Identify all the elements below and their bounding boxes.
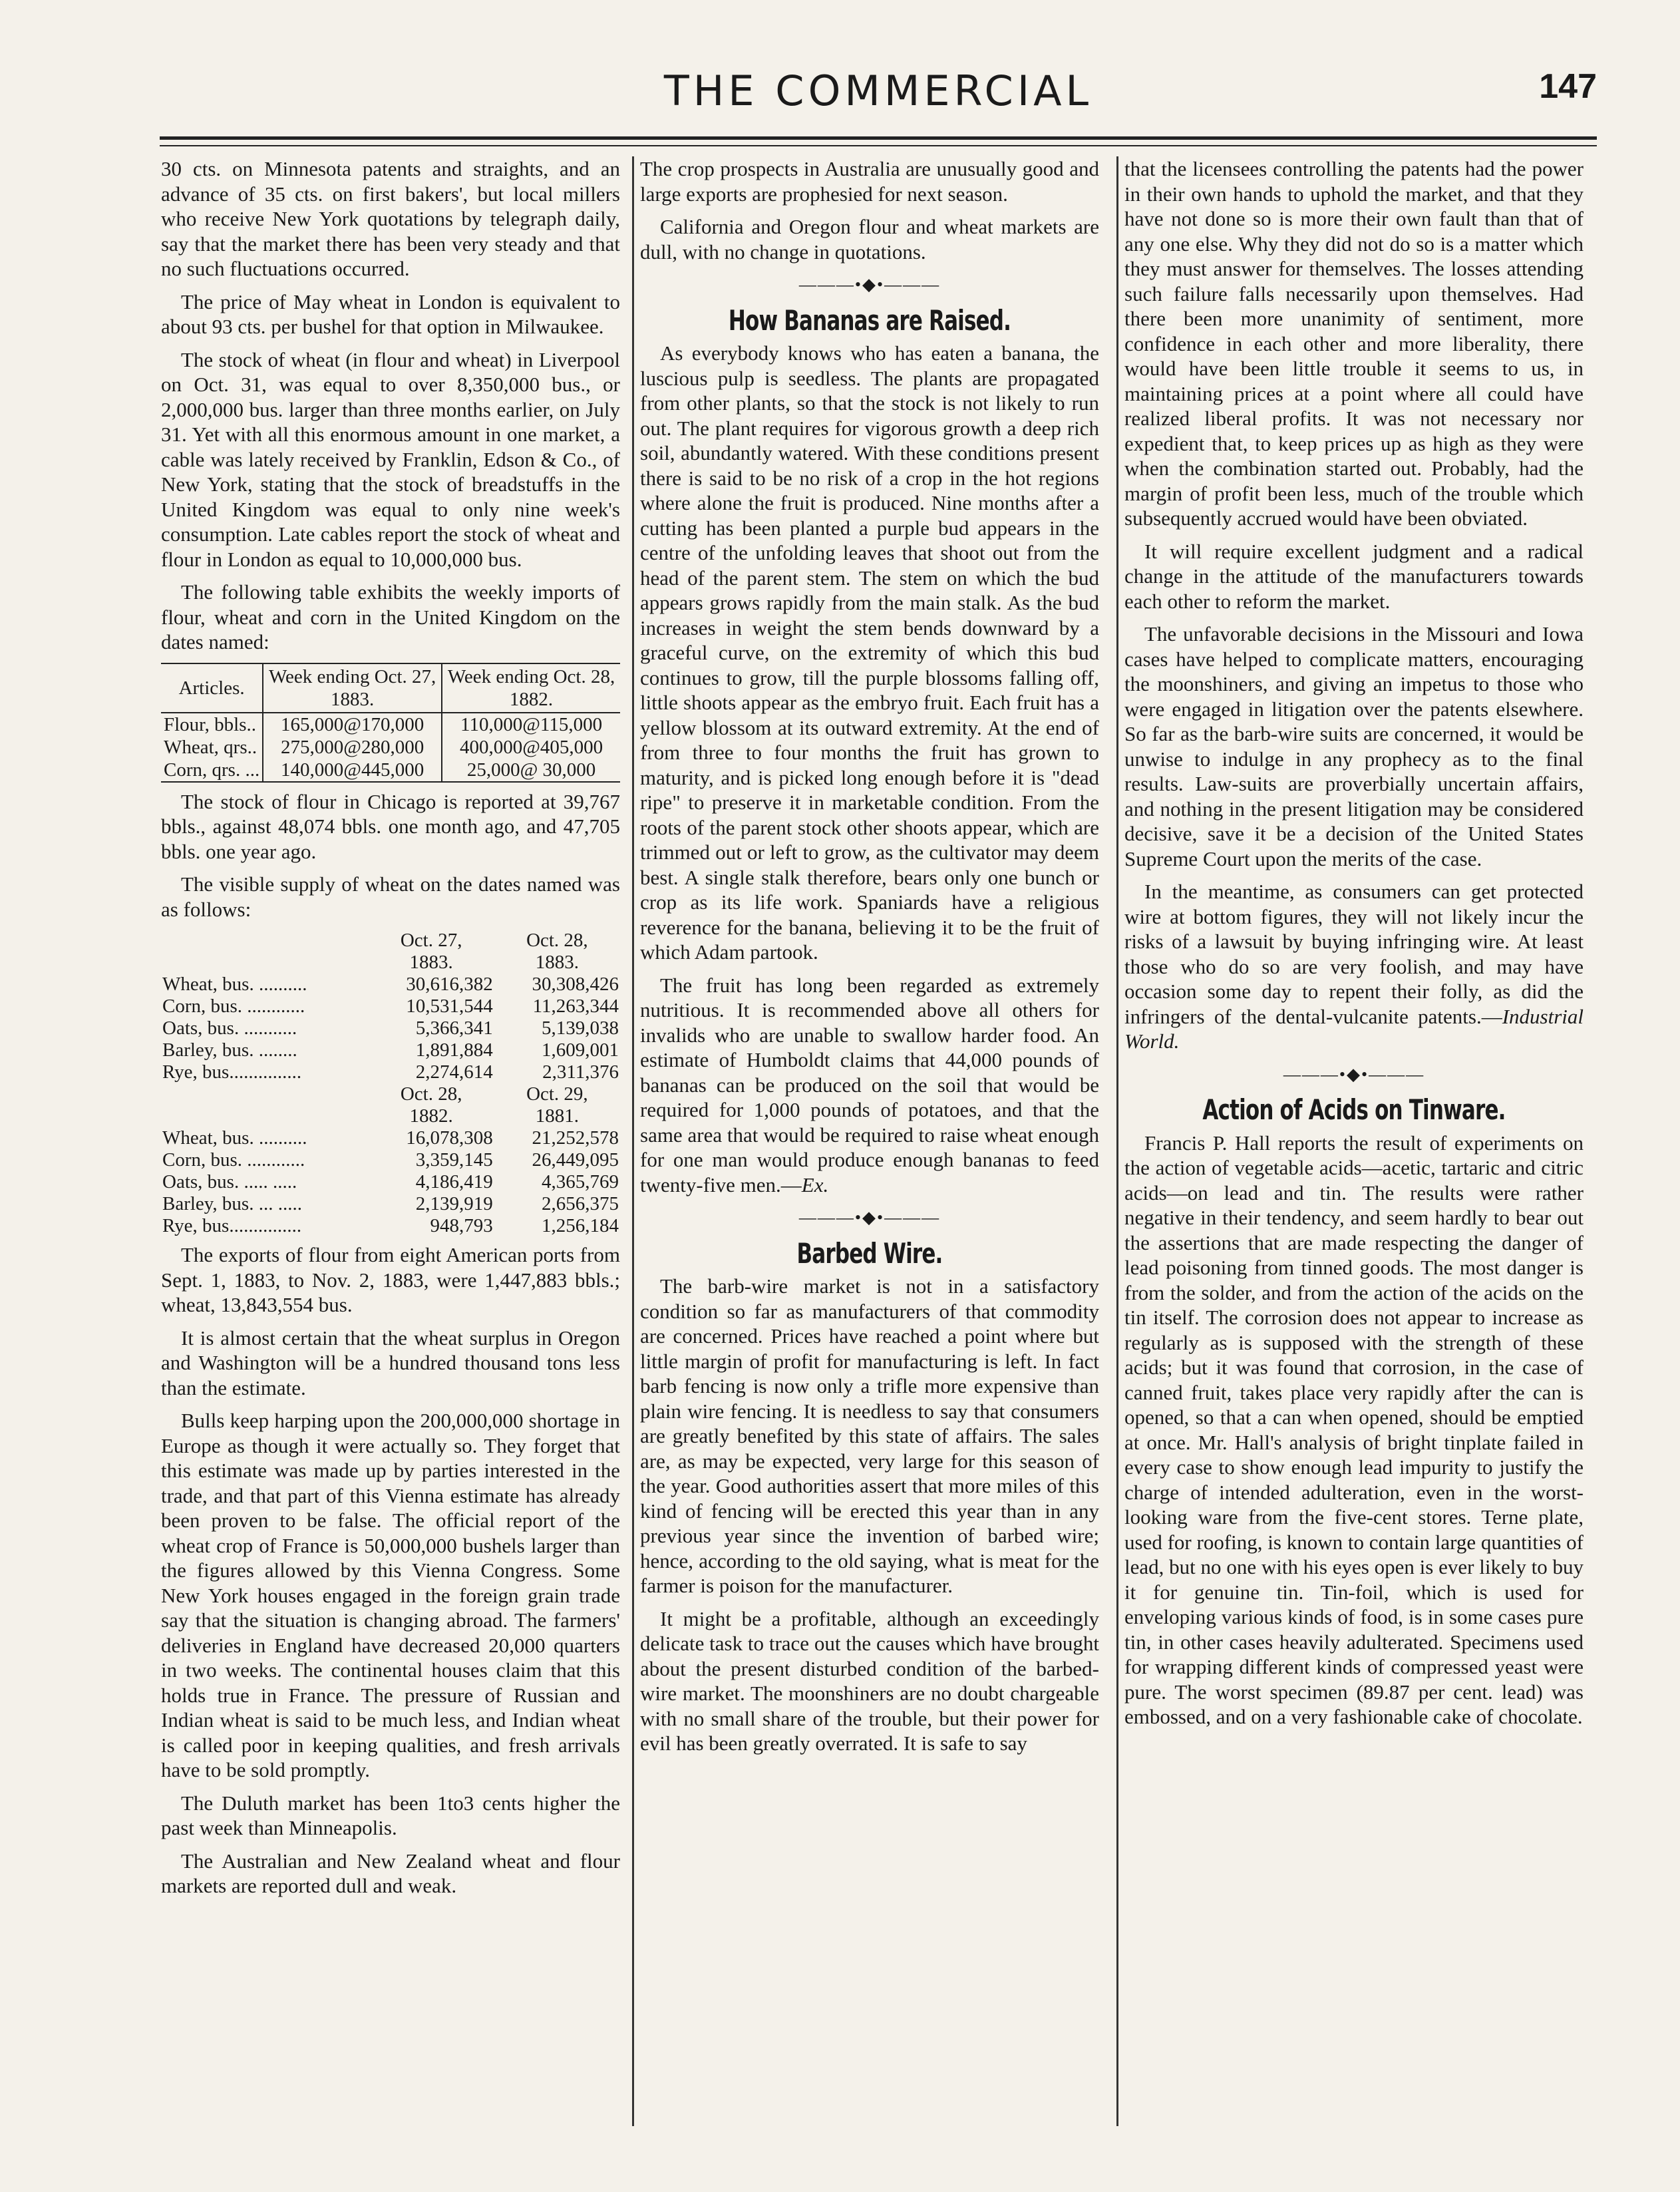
column-1 [161,156,620,1907]
article-heading-barbed-wire: Barbed Wire. [796,1236,943,1270]
paragraph [640,973,1099,1198]
table-row [161,1017,620,1039]
table-row [161,1193,620,1215]
table-cell: 30,616,382 [406,974,493,995]
table-header: Oct. 27, [400,930,462,951]
table-cell: 2,311,376 [542,1061,619,1083]
section-separator: ———•◆•——— [1283,1064,1425,1084]
table-cell: Wheat, qrs.. [164,736,257,758]
paragraph: Bulls keep harping upon the 200,000,000 shortage in Europe as though it were actually so. They forget that this estimate was made up by parties interested in the trade, and that part of this Vienna estimate has already been proven to be false. The official report of the wheat crop of France is 50,000,000 bushels larger than the figures allowed by this Vienna Congress. Some New York houses engaged in the foreign grain trade say that the situation is changing abroad. The farmers' deliveries in England have decreased 20,000 quarters in two weeks. The continental houses claim that this holds true in France. The pressure of Russian and Indian wheat is said to be much less, and Indian wheat is called poor in keeping qualities, and fresh arrivals have to be sold promptly. [161,1409,620,1781]
table-cell: 5,139,038 [542,1017,619,1039]
visible-supply-table [161,930,620,1237]
table-cell: 948,793 [430,1215,493,1236]
paragraph: It might be a profitable, although an exceedingly delicate task to trace out the causes which have brought about the present disturbed condition of the barbed-wire market. The moonshiners are no doubt chargeable with no small share of the trouble, but their power for evil has been greatly overrated. It is safe to say [640,1606,1099,1755]
table-cell: 4,186,419 [415,1171,493,1192]
table-header: Week ending Oct. 27, 1883. [263,663,442,713]
paragraph-text: In the meantime, as consumers can get protected wire at bottom figures, they will not likely incur the risks of a lawsuit by buying infringing wire. At least those who do so are very foolish, and may have occasion some day to repent their folly, as did the infringers of the dental-vulcanite patents.— [1124,880,1584,1028]
table-cell: 165,000@170,000 [263,713,442,736]
table-cell: Wheat, bus. .......... [162,974,307,995]
page-header [160,67,1597,120]
paragraph [1124,879,1584,1054]
header-rule-thin [160,145,1597,146]
source-attribution: Industrial World. [1124,1004,1584,1053]
paragraph: The stock of wheat (in flour and wheat) in Liverpool on Oct. 31, was equal to over 8,350,000 bus., or 2,000,000 bus. larger than three months earlier, on July 31. Yet with all this enormous amount in one market, a cable was lately received by Franklin, Edson & Co., of New York, stating that the stock of breadstuffs in the United Kingdom was equal to only nine week's consumption. Late cables report the stock of wheat and flour in London as equal to 10,000,000 bus. [161,347,620,571]
table-cell: 2,274,614 [415,1061,493,1083]
table-cell: Rye, bus............... [162,1215,302,1236]
table-cell: 1,256,184 [542,1215,619,1236]
paragraph: The crop prospects in Australia are unusually good and large exports are prophesied for next season. [640,157,1099,206]
table-cell: 10,531,544 [406,996,493,1017]
table-cell: 11,263,344 [532,996,619,1017]
article-heading-bananas: How Bananas are Raised. [728,303,1011,337]
table-cell: 110,000@115,000 [442,713,620,736]
table-cell: Corn, qrs. ... [161,759,263,782]
table-cell: 3,359,145 [415,1149,493,1171]
table-cell: Barley, bus. ... ..... [162,1193,302,1214]
table-header: 1883. [535,952,579,973]
section-separator: ———•◆•——— [798,275,941,294]
table-cell: Wheat, bus. .......... [162,1127,307,1149]
table-cell: Rye, bus............... [162,1061,302,1083]
imports-table [161,663,620,783]
table-cell: Oats, bus. ........... [162,1017,297,1039]
table-cell: 25,000@ 30,000 [442,759,620,782]
paragraph: The following table exhibits the weekly imports of flour, wheat and corn in the United Kingdom on the dates named: [161,580,620,653]
paragraph: Francis P. Hall reports the result of experiments on the action of vegetable acids—acetic, tartaric and citric acids—on lead and tin. The results were rather negative in their tendency, and seem hardly to bear out the assertions that are made respecting the danger of lead poisoning from tinned goods. The most danger is from the solder, and from the action of the acids on the tin itself. The corrosion does not appear to increase as regularly as is supposed with the strength of these acids; but it was found that corrosion, in the case of canned fruit, takes place very rapidly after the can is opened, so that a can when opened, should be emptied at once. Mr. Hall's analysis of bright tinplate failed in every case to show enough lead impurity to justify the charge of intended adulteration, even in the worst-looking ware from the five-cent stores. Terne plate, used for roofing, is known to contain large quantities of lead, but no one with his eyes open is ever likely to buy it for genuine tin. Tin-foil, which is used for enveloping various kinds of food, is in some cases pure tin, in other cases heavily adulterated. Specimens used for wrapping different kinds of compressed yeast were pure. The worst specimen (89.87 per cent. lead) was embossed, and on a very fashionable cake of chocolate. [1124,1131,1584,1728]
paragraph: California and Oregon flour and wheat markets are dull, with no change in quotations. [640,215,1099,264]
table-cell: 5,366,341 [415,1017,493,1039]
table-row [161,1215,620,1237]
paragraph: The Australian and New Zealand wheat and flour markets are reported dull and weak. [161,1849,620,1897]
table-cell: Corn, bus. ............ [162,996,305,1017]
table-cell: Corn, bus. ............ [162,1149,305,1171]
table-cell: 400,000@405,000 [442,736,620,759]
table-row [161,1171,620,1193]
paragraph: The exports of flour from eight American ports from Sept. 1, 1883, to Nov. 2, 1883, were 1,447,883 bbls.; wheat, 13,843,554 bus. [161,1243,620,1316]
masthead-title: THE COMMERCIAL [663,67,1093,115]
table-row [161,1061,620,1083]
table-row [161,713,620,736]
table-cell: Barley, bus. ........ [162,1039,297,1061]
table-header: 1882. [409,1105,453,1127]
table-cell: 2,139,919 [415,1193,493,1214]
table-cell: 140,000@445,000 [263,759,442,782]
table-row [161,759,620,782]
paragraph-text: The fruit has long been regarded as extremely nutritious. It is recommended above all others for invalids who are unable to swallow harder food. An estimate of Humboldt claims that 44,000 pounds of bananas can be produced on the soil that would be required for 1,000 pounds of potatoes, and that the same area that would be required to raise wheat enough for one man would produce enough bananas to feed twenty-five men.— [640,973,1099,1196]
table-cell: 1,891,884 [415,1039,493,1061]
column-2 [640,156,1099,1764]
column-divider-2 [1116,156,1118,2126]
header-rule-thick [160,136,1597,140]
table-row [161,736,620,759]
table-cell: Oats, bus. ..... ..... [162,1171,297,1192]
table-header: 1883. [409,952,453,973]
paragraph: The visible supply of wheat on the dates named was as follows: [161,872,620,921]
table-cell: 16,078,308 [406,1127,493,1149]
paragraph: The unfavorable decisions in the Missouri and Iowa cases have helped to complicate matters, encouraging the moonshiners, and giving an impetus to those who were engaged in litigation over the patents elsewhere. So far as the barb-wire suits are concerned, it would be unwise to indulge in any prophecy as to the final results. Law-suits are proverbially uncertain affairs, and nothing in the present litigation may be considered decisive, save it be a decision of the United States Supreme Court upon the merits of the case. [1124,622,1584,870]
table-cell: 1,609,001 [542,1039,619,1061]
column-divider-1 [632,156,634,2126]
paragraph: that the licensees controlling the patents had the power in their own hands to uphold the market, and that they have not done so is more their own fault than that of any one else. Why they did not do so is a matter which they must answer for themselves. The losses attending such failure falls necessarily upon themselves. Had there been more unanimity of sentiment, more confidence in each other and more liberality, there would have been little trouble it seems to us, in maintaining prices at a point where all could have realized liberal profits. It was not necessary nor expedient that, to keep prices up as high as they were when the combination started out. Probably, had the margin of profit been less, much of the trouble which subsequently accrued would have been obviated. [1124,157,1584,530]
paragraph: The stock of flour in Chicago is reported at 39,767 bbls., against 48,074 bbls. one month ago, and 47,705 bbls. one year ago. [161,789,620,863]
paragraph: The price of May wheat in London is equivalent to about 93 cts. per bushel for that option in Milwaukee. [161,289,620,338]
section-separator: ———•◆•——— [798,1208,941,1227]
paragraph: The Duluth market has been 1to3 cents higher the past week than Minneapolis. [161,1791,620,1839]
table-cell: 26,449,095 [532,1149,619,1171]
page-number: 147 [1539,67,1597,106]
table-header: 1881. [535,1105,579,1127]
paragraph: It is almost certain that the wheat surplus in Oregon and Washington will be a hundred thousand tons less than the estimate. [161,1326,620,1399]
paragraph: It will require excellent judgment and a radical change in the attitude of the manufacturers towards each other to reform the market. [1124,539,1584,613]
table-header: Oct. 29, [526,1083,588,1105]
table-header: Week ending Oct. 28, 1882. [442,663,620,713]
table-row [161,1127,620,1149]
table-cell: 4,365,769 [542,1171,619,1192]
table-row [161,1149,620,1171]
table-cell: 30,308,426 [532,974,619,995]
paragraph: As everybody knows who has eaten a banana, the luscious pulp is seedless. The plants are propagated from other plants, so that the stock is not likely to run out. The plant requires for vigorous growth a deep rich soil, abundantly watered. With these conditions present there is said to be no risk of a crop in the hot regions where alone the fruit is produced. Nine months after a cutting has been planted a purple bud appears in the centre of the unfolding leaves that shoot out from the head of the parent stem. The stem on which the bud appears grows rapidly from the main stalk. As the bud increases in weight the stem bends downward by a graceful curve, on the extremity of which this bud continues to grow, till the purple blossoms falling off, little shoots appear as the embryo fruit. Each fruit has a yellow blossom at its outward extremity. At the end of from three to four months the fruit has grown to maturity, and is picked long enough before it is "dead ripe" to preserve it in marketable condition. From the roots of the parent stock other shoots appear, which are trimmed out or left to grow, as the cultivator may deem best. A single stalk therefore, bears only one bunch or crop as its life work. Spaniards have a religious reverence for the banana, believing it to be the fruit of which Adam partook. [640,341,1099,964]
paragraph: The barb-wire market is not in a satisfactory condition so far as manufacturers of that commodity are concerned. Prices have reached a point where but little margin of profit for manufacturing is left. In fact barb fencing is now only a trifle more expensive than plain wire fencing. It is needless to say that consumers are greatly benefited by this state of affairs. The sales are, as may be expected, very large for this season of the year. Good authorities assert that more miles of this kind of fencing will be erected this year than in any previous year since the invention of barbed wire; hence, according to the old saying, what is meat for the farmer is poison for the manufacturer. [640,1274,1099,1597]
paragraph: 30 cts. on Minnesota patents and straights, and an advance of 35 cts. on first bakers', but local millers who receive New York quotations by telegraph daily, say that the market there has been very steady and that no such fluctuations occurred. [161,157,620,280]
table-cell: 2,656,375 [542,1193,619,1214]
table-header: Oct. 28, [526,930,588,951]
article-heading-acids: Action of Acids on Tinware. [1202,1093,1506,1126]
table-row [161,974,620,996]
table-cell: 275,000@280,000 [263,736,442,759]
table-header: Articles. [161,663,263,713]
column-3 [1124,156,1584,1737]
table-cell: Flour, bbls.. [164,713,257,735]
table-header: Oct. 28, [400,1083,462,1105]
table-cell: 21,252,578 [532,1127,619,1149]
source-attribution: Ex. [801,1173,829,1196]
table-row [161,996,620,1017]
table-row [161,1039,620,1061]
